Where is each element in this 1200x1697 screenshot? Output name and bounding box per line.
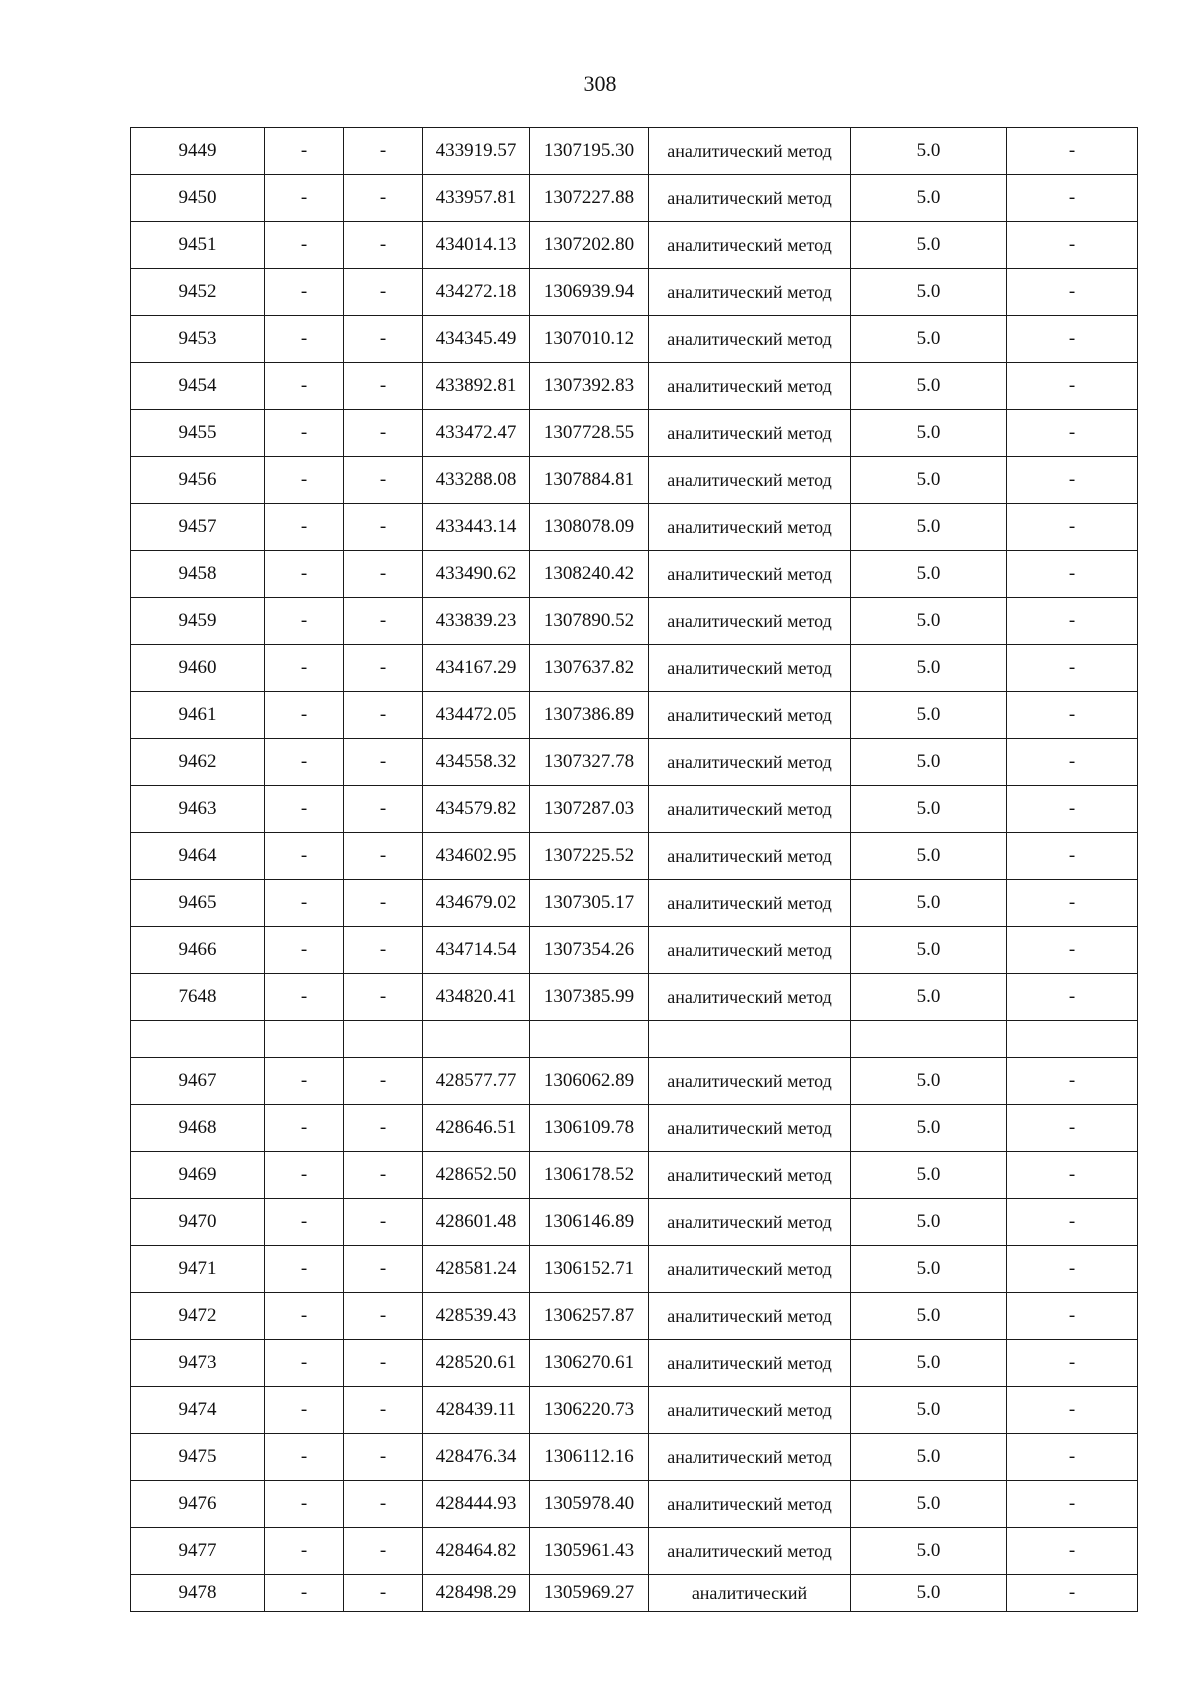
note-cell: - [1007, 833, 1138, 880]
x-coordinate-cell: 434014.13 [423, 222, 530, 269]
method-cell: аналитический метод [649, 1293, 851, 1340]
method-cell: аналитический метод [649, 974, 851, 1021]
dash-cell-2: - [265, 786, 344, 833]
accuracy-cell: 5.0 [851, 1199, 1007, 1246]
accuracy-cell: 5.0 [851, 504, 1007, 551]
y-coordinate-cell: 1307225.52 [530, 833, 649, 880]
y-coordinate-cell: 1307010.12 [530, 316, 649, 363]
note-cell: - [1007, 927, 1138, 974]
point-number-cell: 9455 [131, 410, 265, 457]
dash-cell-3: - [344, 598, 423, 645]
dash-cell-2: - [265, 1199, 344, 1246]
table-row [131, 1340, 1138, 1387]
accuracy-cell: 5.0 [851, 269, 1007, 316]
accuracy-cell: 5.0 [851, 1293, 1007, 1340]
method-cell: аналитический метод [649, 1434, 851, 1481]
x-coordinate-cell: 434167.29 [423, 645, 530, 692]
dash-cell-2: - [265, 598, 344, 645]
x-coordinate-cell: 433288.08 [423, 457, 530, 504]
dash-cell-3: - [344, 1152, 423, 1199]
method-cell: аналитический метод [649, 175, 851, 222]
empty-cell [530, 1021, 649, 1058]
point-number-cell: 9458 [131, 551, 265, 598]
point-number-cell: 9471 [131, 1246, 265, 1293]
empty-cell [423, 1021, 530, 1058]
method-cell: аналитический метод [649, 1340, 851, 1387]
x-coordinate-cell: 434272.18 [423, 269, 530, 316]
dash-cell-3: - [344, 1246, 423, 1293]
note-cell: - [1007, 504, 1138, 551]
y-coordinate-cell: 1307227.88 [530, 175, 649, 222]
dash-cell-2: - [265, 880, 344, 927]
dash-cell-3: - [344, 1434, 423, 1481]
y-coordinate-cell: 1305978.40 [530, 1481, 649, 1528]
y-coordinate-cell: 1306270.61 [530, 1340, 649, 1387]
dash-cell-3: - [344, 457, 423, 504]
x-coordinate-cell: 434714.54 [423, 927, 530, 974]
accuracy-cell: 5.0 [851, 692, 1007, 739]
table-row [131, 1575, 1138, 1612]
x-coordinate-cell: 428601.48 [423, 1199, 530, 1246]
method-cell: аналитический метод [649, 269, 851, 316]
table-row [131, 175, 1138, 222]
empty-cell [1007, 1021, 1138, 1058]
dash-cell-2: - [265, 222, 344, 269]
method-cell: аналитический [649, 1575, 851, 1612]
method-cell: аналитический метод [649, 1152, 851, 1199]
accuracy-cell: 5.0 [851, 222, 1007, 269]
x-coordinate-cell: 434602.95 [423, 833, 530, 880]
point-number-cell: 9472 [131, 1293, 265, 1340]
dash-cell-3: - [344, 316, 423, 363]
note-cell: - [1007, 551, 1138, 598]
method-cell: аналитический метод [649, 692, 851, 739]
dash-cell-2: - [265, 1575, 344, 1612]
note-cell: - [1007, 1528, 1138, 1575]
table-spacer-group [131, 1021, 1138, 1058]
x-coordinate-cell: 433892.81 [423, 363, 530, 410]
note-cell: - [1007, 410, 1138, 457]
note-cell: - [1007, 1199, 1138, 1246]
table-body-group-a [131, 128, 1138, 1021]
table-row [131, 128, 1138, 175]
note-cell: - [1007, 1246, 1138, 1293]
method-cell: аналитический метод [649, 457, 851, 504]
method-cell: аналитический метод [649, 880, 851, 927]
table-row [131, 1105, 1138, 1152]
point-number-cell: 9468 [131, 1105, 265, 1152]
note-cell: - [1007, 316, 1138, 363]
note-cell: - [1007, 1293, 1138, 1340]
point-number-cell: 9465 [131, 880, 265, 927]
dash-cell-3: - [344, 128, 423, 175]
point-number-cell: 9462 [131, 739, 265, 786]
y-coordinate-cell: 1307884.81 [530, 457, 649, 504]
y-coordinate-cell: 1307195.30 [530, 128, 649, 175]
table-row [131, 363, 1138, 410]
point-number-cell: 9452 [131, 269, 265, 316]
accuracy-cell: 5.0 [851, 457, 1007, 504]
method-cell: аналитический метод [649, 645, 851, 692]
method-cell: аналитический метод [649, 410, 851, 457]
accuracy-cell: 5.0 [851, 363, 1007, 410]
x-coordinate-cell: 428520.61 [423, 1340, 530, 1387]
method-cell: аналитический метод [649, 1481, 851, 1528]
y-coordinate-cell: 1307354.26 [530, 927, 649, 974]
accuracy-cell: 5.0 [851, 645, 1007, 692]
accuracy-cell: 5.0 [851, 598, 1007, 645]
accuracy-cell: 5.0 [851, 1105, 1007, 1152]
dash-cell-3: - [344, 1528, 423, 1575]
table-row [131, 1434, 1138, 1481]
y-coordinate-cell: 1307202.80 [530, 222, 649, 269]
dash-cell-2: - [265, 1528, 344, 1575]
dash-cell-3: - [344, 1387, 423, 1434]
y-coordinate-cell: 1307287.03 [530, 786, 649, 833]
note-cell: - [1007, 739, 1138, 786]
note-cell: - [1007, 786, 1138, 833]
dash-cell-2: - [265, 1481, 344, 1528]
dash-cell-2: - [265, 410, 344, 457]
note-cell: - [1007, 974, 1138, 1021]
note-cell: - [1007, 1575, 1138, 1612]
accuracy-cell: 5.0 [851, 1152, 1007, 1199]
dash-cell-3: - [344, 974, 423, 1021]
accuracy-cell: 5.0 [851, 927, 1007, 974]
dash-cell-3: - [344, 645, 423, 692]
y-coordinate-cell: 1306220.73 [530, 1387, 649, 1434]
x-coordinate-cell: 428652.50 [423, 1152, 530, 1199]
dash-cell-2: - [265, 269, 344, 316]
point-number-cell: 9475 [131, 1434, 265, 1481]
x-coordinate-cell: 433443.14 [423, 504, 530, 551]
table-row [131, 786, 1138, 833]
point-number-cell: 9459 [131, 598, 265, 645]
accuracy-cell: 5.0 [851, 128, 1007, 175]
coordinates-table [130, 127, 1138, 1612]
table-row [131, 739, 1138, 786]
point-number-cell: 9469 [131, 1152, 265, 1199]
note-cell: - [1007, 222, 1138, 269]
accuracy-cell: 5.0 [851, 316, 1007, 363]
dash-cell-2: - [265, 1340, 344, 1387]
dash-cell-2: - [265, 927, 344, 974]
point-number-cell: 9456 [131, 457, 265, 504]
dash-cell-2: - [265, 128, 344, 175]
table-row [131, 504, 1138, 551]
point-number-cell: 9450 [131, 175, 265, 222]
empty-cell [344, 1021, 423, 1058]
dash-cell-3: - [344, 880, 423, 927]
accuracy-cell: 5.0 [851, 1058, 1007, 1105]
dash-cell-2: - [265, 316, 344, 363]
x-coordinate-cell: 433472.47 [423, 410, 530, 457]
dash-cell-2: - [265, 175, 344, 222]
dash-cell-2: - [265, 1293, 344, 1340]
y-coordinate-cell: 1306112.16 [530, 1434, 649, 1481]
point-number-cell: 9454 [131, 363, 265, 410]
table-row [131, 410, 1138, 457]
point-number-cell: 9464 [131, 833, 265, 880]
table-row [131, 1058, 1138, 1105]
point-number-cell: 9461 [131, 692, 265, 739]
x-coordinate-cell: 428476.34 [423, 1434, 530, 1481]
point-number-cell: 9474 [131, 1387, 265, 1434]
y-coordinate-cell: 1306178.52 [530, 1152, 649, 1199]
table-row [131, 1293, 1138, 1340]
dash-cell-3: - [344, 504, 423, 551]
note-cell: - [1007, 363, 1138, 410]
empty-cell [851, 1021, 1007, 1058]
empty-separator-row [131, 1021, 1138, 1058]
x-coordinate-cell: 434472.05 [423, 692, 530, 739]
page-number: 308 [583, 71, 617, 96]
y-coordinate-cell: 1305969.27 [530, 1575, 649, 1612]
table-row [131, 1528, 1138, 1575]
dash-cell-3: - [344, 1340, 423, 1387]
x-coordinate-cell: 428444.93 [423, 1481, 530, 1528]
method-cell: аналитический метод [649, 222, 851, 269]
y-coordinate-cell: 1307728.55 [530, 410, 649, 457]
dash-cell-2: - [265, 504, 344, 551]
method-cell: аналитический метод [649, 1058, 851, 1105]
empty-cell [649, 1021, 851, 1058]
accuracy-cell: 5.0 [851, 410, 1007, 457]
table-row [131, 551, 1138, 598]
table-row [131, 316, 1138, 363]
table-body-group-b [131, 1058, 1138, 1612]
x-coordinate-cell: 434345.49 [423, 316, 530, 363]
dash-cell-3: - [344, 833, 423, 880]
table-row [131, 598, 1138, 645]
accuracy-cell: 5.0 [851, 833, 1007, 880]
dash-cell-3: - [344, 363, 423, 410]
method-cell: аналитический метод [649, 1199, 851, 1246]
y-coordinate-cell: 1307386.89 [530, 692, 649, 739]
y-coordinate-cell: 1306257.87 [530, 1293, 649, 1340]
point-number-cell: 9477 [131, 1528, 265, 1575]
dash-cell-2: - [265, 974, 344, 1021]
y-coordinate-cell: 1306152.71 [530, 1246, 649, 1293]
accuracy-cell: 5.0 [851, 880, 1007, 927]
x-coordinate-cell: 428646.51 [423, 1105, 530, 1152]
dash-cell-2: - [265, 1105, 344, 1152]
method-cell: аналитический метод [649, 316, 851, 363]
point-number-cell: 9478 [131, 1575, 265, 1612]
dash-cell-3: - [344, 1293, 423, 1340]
table-row [131, 880, 1138, 927]
method-cell: аналитический метод [649, 739, 851, 786]
y-coordinate-cell: 1306939.94 [530, 269, 649, 316]
x-coordinate-cell: 434579.82 [423, 786, 530, 833]
y-coordinate-cell: 1307890.52 [530, 598, 649, 645]
x-coordinate-cell: 434820.41 [423, 974, 530, 1021]
y-coordinate-cell: 1308240.42 [530, 551, 649, 598]
dash-cell-2: - [265, 1152, 344, 1199]
y-coordinate-cell: 1306109.78 [530, 1105, 649, 1152]
x-coordinate-cell: 428539.43 [423, 1293, 530, 1340]
dash-cell-2: - [265, 1434, 344, 1481]
method-cell: аналитический метод [649, 1528, 851, 1575]
y-coordinate-cell: 1306146.89 [530, 1199, 649, 1246]
table-row [131, 1199, 1138, 1246]
x-coordinate-cell: 428577.77 [423, 1058, 530, 1105]
dash-cell-3: - [344, 1199, 423, 1246]
method-cell: аналитический метод [649, 598, 851, 645]
dash-cell-3: - [344, 222, 423, 269]
y-coordinate-cell: 1306062.89 [530, 1058, 649, 1105]
table-row [131, 457, 1138, 504]
x-coordinate-cell: 433919.57 [423, 128, 530, 175]
note-cell: - [1007, 1340, 1138, 1387]
accuracy-cell: 5.0 [851, 175, 1007, 222]
point-number-cell: 9467 [131, 1058, 265, 1105]
note-cell: - [1007, 598, 1138, 645]
method-cell: аналитический метод [649, 1246, 851, 1293]
method-cell: аналитический метод [649, 504, 851, 551]
accuracy-cell: 5.0 [851, 1387, 1007, 1434]
point-number-cell: 9473 [131, 1340, 265, 1387]
table-row [131, 692, 1138, 739]
y-coordinate-cell: 1307637.82 [530, 645, 649, 692]
table-row [131, 269, 1138, 316]
dash-cell-3: - [344, 175, 423, 222]
table-row [131, 1387, 1138, 1434]
point-number-cell: 9476 [131, 1481, 265, 1528]
point-number-cell: 9463 [131, 786, 265, 833]
note-cell: - [1007, 1058, 1138, 1105]
accuracy-cell: 5.0 [851, 1246, 1007, 1293]
x-coordinate-cell: 433839.23 [423, 598, 530, 645]
method-cell: аналитический метод [649, 786, 851, 833]
dash-cell-2: - [265, 551, 344, 598]
accuracy-cell: 5.0 [851, 1340, 1007, 1387]
empty-cell [265, 1021, 344, 1058]
x-coordinate-cell: 428439.11 [423, 1387, 530, 1434]
y-coordinate-cell: 1307305.17 [530, 880, 649, 927]
accuracy-cell: 5.0 [851, 786, 1007, 833]
x-coordinate-cell: 434558.32 [423, 739, 530, 786]
dash-cell-3: - [344, 927, 423, 974]
note-cell: - [1007, 128, 1138, 175]
accuracy-cell: 5.0 [851, 551, 1007, 598]
note-cell: - [1007, 1434, 1138, 1481]
y-coordinate-cell: 1305961.43 [530, 1528, 649, 1575]
method-cell: аналитический метод [649, 1387, 851, 1434]
method-cell: аналитический метод [649, 128, 851, 175]
x-coordinate-cell: 428464.82 [423, 1528, 530, 1575]
dash-cell-3: - [344, 551, 423, 598]
table-row [131, 1246, 1138, 1293]
x-coordinate-cell: 433490.62 [423, 551, 530, 598]
note-cell: - [1007, 645, 1138, 692]
dash-cell-2: - [265, 692, 344, 739]
table-row [131, 927, 1138, 974]
point-number-cell: 9453 [131, 316, 265, 363]
note-cell: - [1007, 457, 1138, 504]
dash-cell-2: - [265, 645, 344, 692]
dash-cell-2: - [265, 1058, 344, 1105]
point-number-cell: 9466 [131, 927, 265, 974]
accuracy-cell: 5.0 [851, 739, 1007, 786]
x-coordinate-cell: 433957.81 [423, 175, 530, 222]
method-cell: аналитический метод [649, 927, 851, 974]
point-number-cell: 9449 [131, 128, 265, 175]
accuracy-cell: 5.0 [851, 1434, 1007, 1481]
dash-cell-3: - [344, 410, 423, 457]
dash-cell-2: - [265, 457, 344, 504]
accuracy-cell: 5.0 [851, 1481, 1007, 1528]
table-row [131, 1481, 1138, 1528]
dash-cell-3: - [344, 269, 423, 316]
dash-cell-2: - [265, 363, 344, 410]
point-number-cell: 7648 [131, 974, 265, 1021]
table-row [131, 645, 1138, 692]
table-row [131, 222, 1138, 269]
table-row [131, 833, 1138, 880]
accuracy-cell: 5.0 [851, 974, 1007, 1021]
dash-cell-2: - [265, 833, 344, 880]
point-number-cell: 9451 [131, 222, 265, 269]
dash-cell-2: - [265, 1246, 344, 1293]
dash-cell-3: - [344, 739, 423, 786]
note-cell: - [1007, 692, 1138, 739]
dash-cell-3: - [344, 786, 423, 833]
method-cell: аналитический метод [649, 1105, 851, 1152]
accuracy-cell: 5.0 [851, 1528, 1007, 1575]
method-cell: аналитический метод [649, 551, 851, 598]
point-number-cell: 9470 [131, 1199, 265, 1246]
x-coordinate-cell: 428581.24 [423, 1246, 530, 1293]
note-cell: - [1007, 1481, 1138, 1528]
note-cell: - [1007, 175, 1138, 222]
x-coordinate-cell: 428498.29 [423, 1575, 530, 1612]
note-cell: - [1007, 269, 1138, 316]
dash-cell-3: - [344, 1481, 423, 1528]
x-coordinate-cell: 434679.02 [423, 880, 530, 927]
note-cell: - [1007, 1387, 1138, 1434]
dash-cell-3: - [344, 1105, 423, 1152]
y-coordinate-cell: 1308078.09 [530, 504, 649, 551]
table-row [131, 974, 1138, 1021]
y-coordinate-cell: 1307392.83 [530, 363, 649, 410]
point-number-cell: 9457 [131, 504, 265, 551]
method-cell: аналитический метод [649, 833, 851, 880]
method-cell: аналитический метод [649, 363, 851, 410]
y-coordinate-cell: 1307385.99 [530, 974, 649, 1021]
dash-cell-2: - [265, 739, 344, 786]
note-cell: - [1007, 1152, 1138, 1199]
dash-cell-3: - [344, 692, 423, 739]
y-coordinate-cell: 1307327.78 [530, 739, 649, 786]
dash-cell-2: - [265, 1387, 344, 1434]
note-cell: - [1007, 880, 1138, 927]
note-cell: - [1007, 1105, 1138, 1152]
dash-cell-3: - [344, 1058, 423, 1105]
empty-cell [131, 1021, 265, 1058]
point-number-cell: 9460 [131, 645, 265, 692]
table-row [131, 1152, 1138, 1199]
dash-cell-3: - [344, 1575, 423, 1612]
accuracy-cell: 5.0 [851, 1575, 1007, 1612]
